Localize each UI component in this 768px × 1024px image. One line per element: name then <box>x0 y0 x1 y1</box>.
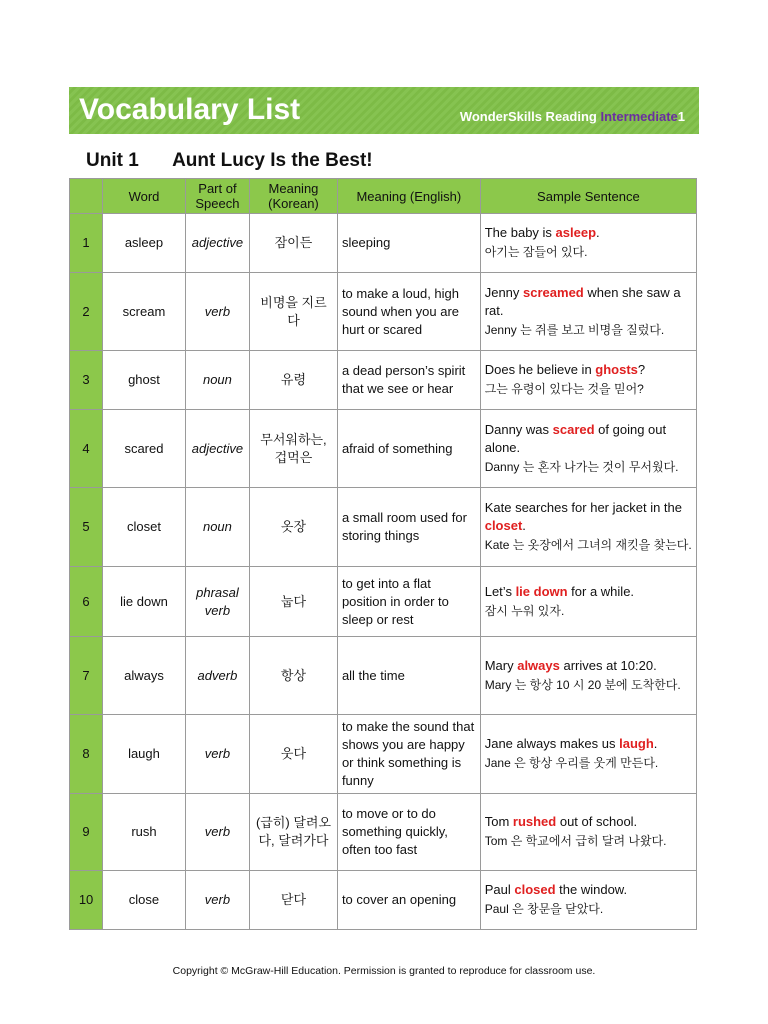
english-meaning-cell: to cover an opening <box>337 871 480 930</box>
sentence-text: Does he believe in <box>484 362 596 377</box>
level-label: Intermediate <box>600 109 678 124</box>
sentence-text: Tom <box>484 814 513 829</box>
sentence-text: . <box>596 225 600 240</box>
english-meaning-cell: afraid of something <box>337 410 480 488</box>
sentence-text: . <box>653 736 658 751</box>
header-number <box>70 179 103 214</box>
table-row <box>70 410 697 488</box>
vocabulary-table <box>69 178 697 930</box>
korean-meaning-cell: 항상 <box>250 637 338 715</box>
korean-sentence: Kate 는 옷장에서 그녀의 재킷을 찾는다. <box>484 538 692 552</box>
korean-meaning-cell: 웃다 <box>250 715 338 794</box>
highlighted-word: lie down <box>515 583 568 599</box>
korean-meaning-cell: 옷장 <box>250 488 338 567</box>
unit-label: Unit 1 <box>86 150 139 171</box>
unit-title: Aunt Lucy Is the Best! <box>172 150 373 171</box>
row-number: 3 <box>70 351 103 410</box>
sample-sentence-cell <box>480 410 696 488</box>
header-word: Word <box>103 179 186 214</box>
english-meaning-cell: to make a loud, high sound when you are hurt or scared <box>337 273 480 351</box>
header-meaning-korean: Meaning (Korean) <box>250 179 338 214</box>
sample-sentence-cell <box>480 488 696 567</box>
word-cell: scared <box>103 410 186 488</box>
word-cell: ghost <box>103 351 186 410</box>
sentence-text: arrives at 10:20. <box>559 657 657 673</box>
sample-sentence-cell <box>480 715 696 794</box>
korean-sentence: Jane 은 항상 우리를 웃게 만든다. <box>484 756 659 770</box>
highlighted-word: closed <box>514 882 556 897</box>
header-meaning-english: Meaning (English) <box>337 179 480 214</box>
english-meaning-cell: to make the sound that shows you are happy or think something is funny <box>337 715 480 794</box>
sentence-text: Jane always makes us <box>484 736 620 751</box>
word-cell: asleep <box>103 214 186 273</box>
row-number: 7 <box>70 637 103 715</box>
english-meaning-cell: to move or to do something quickly, often too fast <box>337 794 480 871</box>
sample-sentence-cell <box>480 214 696 273</box>
header-sample-sentence: Sample Sentence <box>480 179 696 214</box>
unit-heading <box>86 150 373 172</box>
table-header-row <box>70 179 697 214</box>
highlighted-word: screamed <box>523 284 584 300</box>
part-of-speech-cell: noun <box>185 488 249 567</box>
part-of-speech-cell: verb <box>185 273 249 351</box>
part-of-speech-cell: verb <box>185 871 249 930</box>
korean-sentence: 아기는 잠들어 있다. <box>484 245 588 259</box>
highlighted-word: laugh <box>619 736 654 751</box>
sentence-text: Paul <box>484 882 515 897</box>
korean-meaning-cell: 무서워하는, 겁먹은 <box>250 410 338 488</box>
part-of-speech-cell: adverb <box>185 637 249 715</box>
korean-meaning-cell: (급히) 달려오다, 달려가다 <box>250 794 338 871</box>
row-number: 1 <box>70 214 103 273</box>
english-meaning-cell: sleeping <box>337 214 480 273</box>
row-number: 8 <box>70 715 103 794</box>
word-cell: always <box>103 637 186 715</box>
korean-sentence: Mary 는 항상 10 시 20 분에 도착한다. <box>484 677 681 692</box>
sentence-text: out of school. <box>556 814 638 829</box>
table-row <box>70 715 697 794</box>
korean-sentence: Jenny 는 쥐를 보고 비명을 질렀다. <box>484 322 665 337</box>
row-number: 10 <box>70 871 103 930</box>
highlighted-word: ghosts <box>595 362 638 377</box>
word-cell: closet <box>103 488 186 567</box>
sentence-text: of going out alone. <box>484 421 667 455</box>
part-of-speech-cell: adjective <box>185 214 249 273</box>
part-of-speech-cell: verb <box>185 715 249 794</box>
row-number: 2 <box>70 273 103 351</box>
sentence-text: Jenny <box>484 284 524 300</box>
part-of-speech-cell: phrasal verb <box>185 567 249 637</box>
sentence-text: Let’s <box>484 583 516 599</box>
korean-sentence: Tom 은 학교에서 급히 달려 나왔다. <box>484 834 667 848</box>
sentence-text: the window. <box>555 882 628 897</box>
korean-sentence: Paul 은 창문을 닫았다. <box>484 902 604 916</box>
korean-meaning-cell: 비명을 지르다 <box>250 273 338 351</box>
korean-meaning-cell: 닫다 <box>250 871 338 930</box>
series-name <box>460 109 685 124</box>
table-row <box>70 637 697 715</box>
korean-meaning-cell: 유령 <box>250 351 338 410</box>
highlighted-word: scared <box>552 421 595 437</box>
korean-meaning-cell: 잠이든 <box>250 214 338 273</box>
row-number: 9 <box>70 794 103 871</box>
table-row <box>70 794 697 871</box>
table-row <box>70 871 697 930</box>
row-number: 4 <box>70 410 103 488</box>
sample-sentence-cell <box>480 273 696 351</box>
highlighted-word: always <box>517 657 560 673</box>
english-meaning-cell: a dead person’s spirit that we see or hear <box>337 351 480 410</box>
sentence-text: Mary <box>484 657 518 673</box>
sample-sentence-cell <box>480 794 696 871</box>
sentence-text: when she saw a rat. <box>484 284 681 318</box>
english-meaning-cell: a small room used for storing things <box>337 488 480 567</box>
highlighted-word: closet <box>484 518 523 533</box>
level-number: 1 <box>677 109 685 124</box>
table-row <box>70 567 697 637</box>
part-of-speech-cell: adjective <box>185 410 249 488</box>
header-part-of-speech: Part of Speech <box>185 179 249 214</box>
sentence-text: The baby is <box>484 225 556 240</box>
sentence-text: Kate searches for her jacket in the <box>484 500 682 515</box>
table-row <box>70 273 697 351</box>
highlighted-word: rushed <box>512 814 557 829</box>
english-meaning-cell: all the time <box>337 637 480 715</box>
part-of-speech-cell: noun <box>185 351 249 410</box>
sample-sentence-cell <box>480 351 696 410</box>
row-number: 6 <box>70 567 103 637</box>
sample-sentence-cell <box>480 637 696 715</box>
korean-sentence: 잠시 누워 있자. <box>484 603 565 618</box>
header-banner <box>69 87 699 134</box>
table-row <box>70 351 697 410</box>
korean-sentence: Danny 는 혼자 나가는 것이 무서웠다. <box>484 459 679 474</box>
sentence-text: . <box>522 518 526 533</box>
series-label: WonderSkills Reading <box>459 109 601 124</box>
sample-sentence-cell <box>480 567 696 637</box>
korean-meaning-cell: 눕다 <box>250 567 338 637</box>
word-cell: laugh <box>103 715 186 794</box>
word-cell: lie down <box>103 567 186 637</box>
korean-sentence: 그는 유령이 있다는 것을 믿어? <box>484 382 644 396</box>
word-cell: close <box>103 871 186 930</box>
word-cell: rush <box>103 794 186 871</box>
sentence-text: Danny was <box>484 421 553 437</box>
page-title: Vocabulary List <box>79 93 301 126</box>
highlighted-word: asleep <box>555 225 597 240</box>
sentence-text: ? <box>637 362 646 377</box>
part-of-speech-cell: verb <box>185 794 249 871</box>
word-cell: scream <box>103 273 186 351</box>
table-row <box>70 214 697 273</box>
sentence-text: for a while. <box>567 583 635 599</box>
table-row <box>70 488 697 567</box>
sample-sentence-cell <box>480 871 696 930</box>
english-meaning-cell: to get into a flat position in order to sleep or rest <box>337 567 480 637</box>
row-number: 5 <box>70 488 103 567</box>
copyright-footer: Copyright © McGraw-Hill Education. Permission is granted to reproduce for classroom use. <box>172 965 596 977</box>
